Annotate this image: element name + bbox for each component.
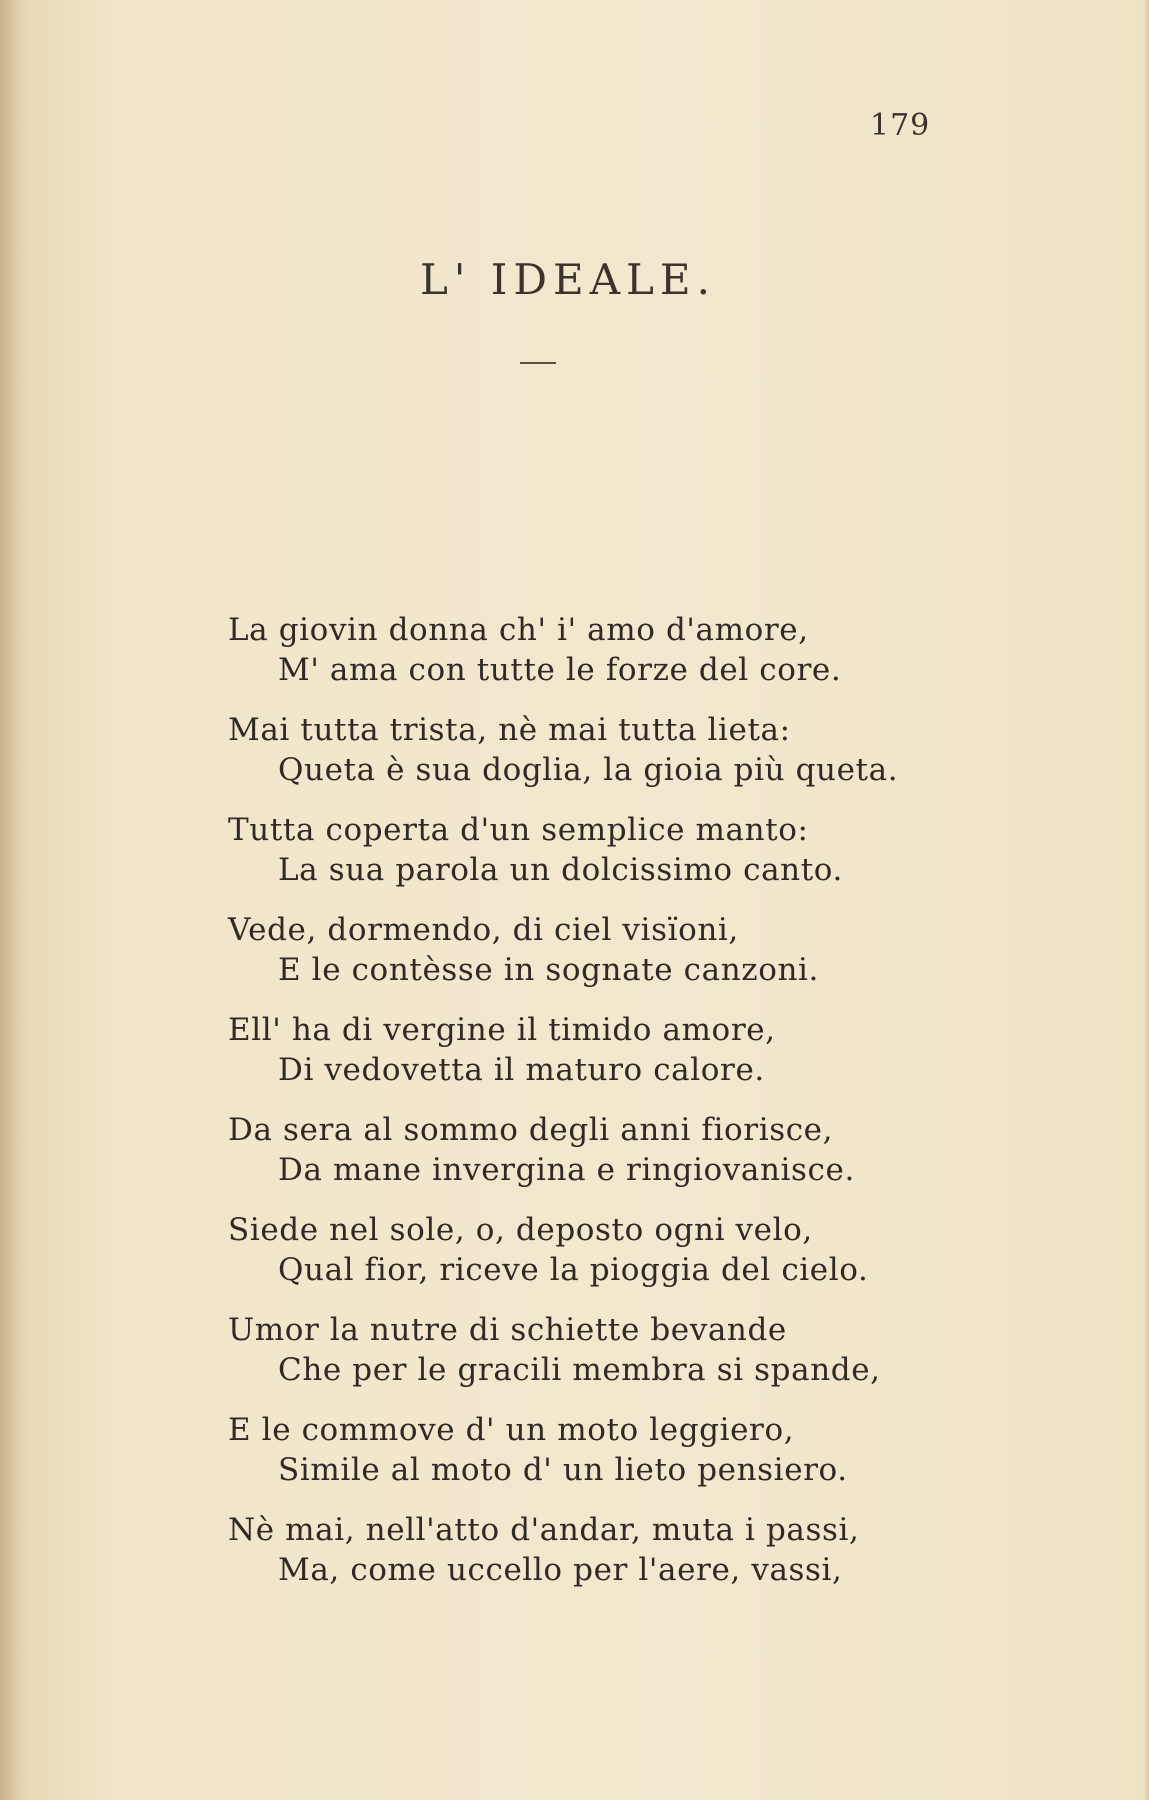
verse-line: Umor la nutre di schiette bevande (228, 1312, 787, 1348)
verse-line: Ell' ha di vergine il timido amore, (228, 1012, 776, 1048)
verse-line: Simile al moto d' un lieto pensiero. (278, 1452, 848, 1488)
verse-line: Qual fior, riceve la pioggia del cielo. (278, 1252, 869, 1288)
page-gutter-shadow (0, 0, 18, 1800)
stanza (228, 1310, 1108, 1390)
poem-body (228, 610, 1108, 1610)
stanza (228, 810, 1108, 890)
page-number: 179 (870, 108, 931, 143)
stanza (228, 1110, 1108, 1190)
verse-line: Vede, dormendo, di ciel visïoni, (228, 912, 739, 948)
verse-line: Ma, come uccello per l'aere, vassi, (278, 1552, 843, 1588)
poem-title: L' IDEALE. (420, 255, 716, 304)
verse-line: Di vedovetta il maturo calore. (278, 1052, 765, 1088)
verse-line: Da sera al sommo degli anni fiorisce, (228, 1112, 834, 1148)
verse-line: Nè mai, nell'atto d'andar, muta i passi, (228, 1512, 860, 1548)
stanza (228, 1510, 1108, 1590)
stanza (228, 1410, 1108, 1490)
verse-line: Tutta coperta d'un semplice manto: (228, 812, 809, 848)
verse-line: La sua parola un dolcissimo canto. (278, 852, 843, 888)
verse-line: E le contèsse in sognate canzoni. (278, 952, 820, 988)
verse-line: Che per le gracili membra si spande, (278, 1352, 881, 1388)
verse-line: La giovin donna ch' i' amo d'amore, (228, 612, 809, 648)
verse-line: Da mane invergina e ringiovanisce. (278, 1152, 855, 1188)
verse-line: E le commove d' un moto leggiero, (228, 1412, 795, 1448)
page-right-edge (1143, 0, 1149, 1800)
stanza (228, 610, 1108, 690)
title-separator (520, 362, 556, 364)
stanza (228, 1010, 1108, 1090)
stanza (228, 1210, 1108, 1290)
verse-line: Queta è sua doglia, la gioia più queta. (278, 752, 899, 788)
verse-line: M' ama con tutte le forze del core. (278, 652, 842, 688)
stanza (228, 910, 1108, 990)
verse-line: Siede nel sole, o, deposto ogni velo, (228, 1212, 813, 1248)
stanza (228, 710, 1108, 790)
verse-line: Mai tutta trista, nè mai tutta lieta: (228, 712, 791, 748)
